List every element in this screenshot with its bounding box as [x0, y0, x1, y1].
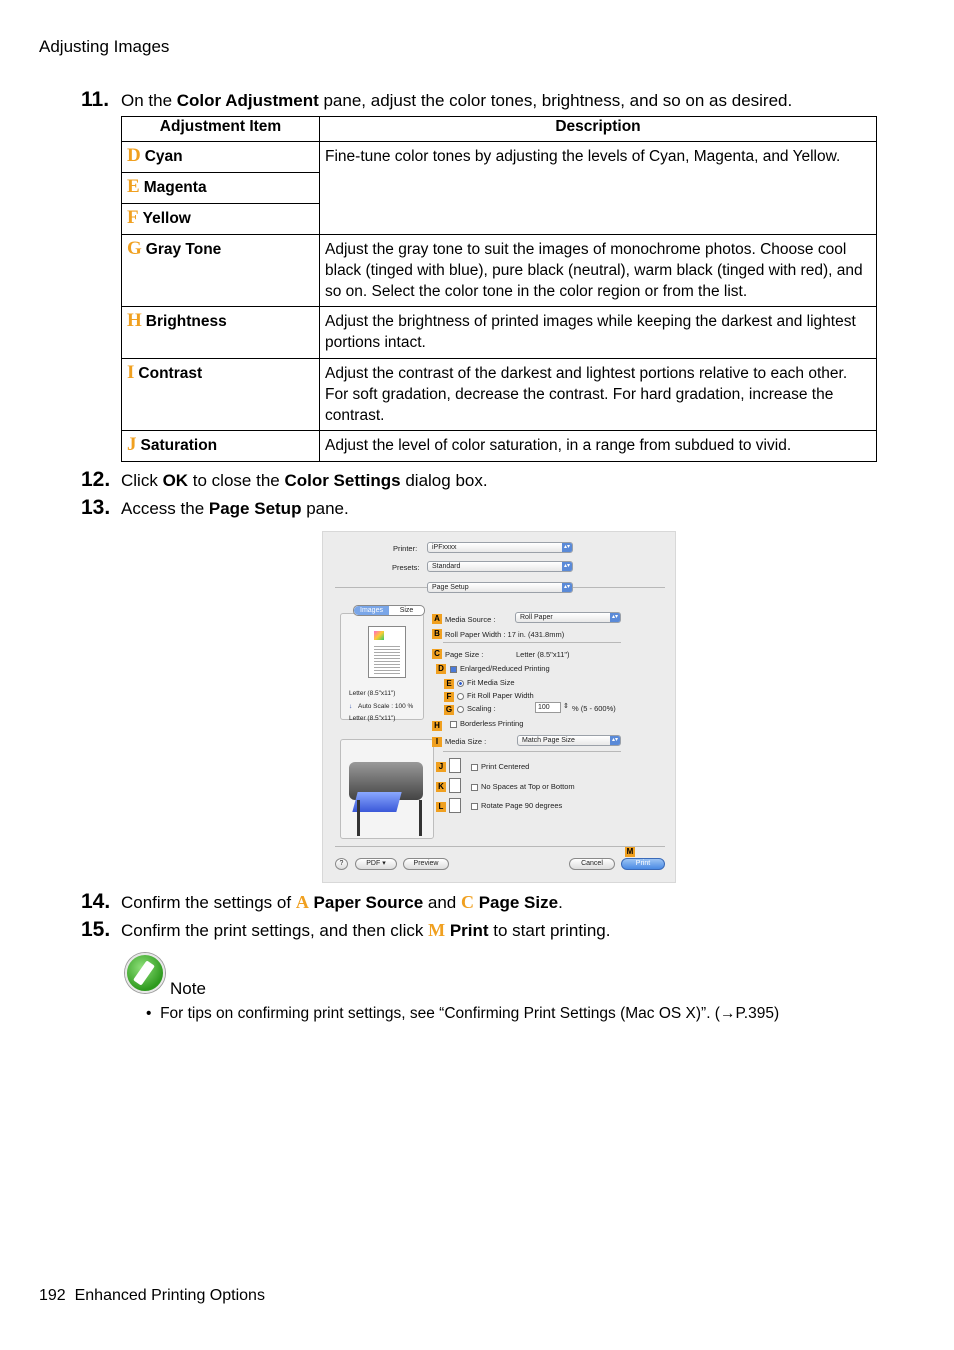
note-label: Note — [170, 979, 206, 998]
divider — [443, 751, 621, 752]
borderless-checkbox[interactable]: Borderless Printing — [450, 719, 523, 728]
popup-arrow-icon: ▴▾ — [611, 614, 619, 620]
pencil-shape — [133, 960, 155, 985]
marker-a: A — [432, 614, 442, 624]
step-14: 14. Confirm the settings of A Paper Source and C Page Size. — [81, 890, 563, 913]
printer-leg — [419, 800, 422, 836]
printer-leg — [357, 800, 360, 836]
marker-l: L — [436, 802, 446, 812]
step-12: 12. Click OK to close the Color Settings dialog box. — [81, 468, 488, 491]
marker-letter: F — [127, 207, 139, 228]
popup-arrow-icon: ▴▾ — [611, 737, 619, 743]
thumbnail-image — [374, 631, 384, 640]
item-description: Adjust the brightness of printed images while keeping the darkest and lightest portions intact. — [320, 307, 877, 359]
enlarged-reduced-checkbox[interactable]: Enlarged/Reduced Printing — [450, 664, 550, 673]
item-name: Contrast — [138, 365, 203, 382]
page-footer — [39, 1287, 265, 1305]
item-name: Cyan — [144, 148, 183, 165]
marker-g: G — [445, 705, 453, 714]
col-header-item: Adjustment Item — [122, 117, 320, 142]
marker-letter: E — [127, 176, 140, 197]
page-thumbnail — [368, 626, 406, 678]
no-spaces-checkbox[interactable]: No Spaces at Top or Bottom — [471, 782, 575, 791]
table-row — [122, 235, 877, 307]
preview-button[interactable]: Preview — [403, 858, 449, 870]
footer-section: Enhanced Printing Options — [74, 1287, 265, 1304]
checkbox-icon — [450, 721, 457, 728]
radio-icon — [457, 706, 464, 713]
table-row — [122, 142, 877, 173]
radio-icon — [457, 693, 464, 700]
preview-line-2: Auto Scale : 100 % — [358, 703, 414, 710]
popup-arrow-icon: ▴▾ — [563, 584, 571, 590]
marker-letter: J — [127, 434, 137, 455]
printer-popup[interactable]: iPFxxxx ▴▾ — [427, 542, 573, 553]
table-row — [122, 431, 877, 462]
checkbox-checked-icon — [450, 666, 457, 673]
print-centered-checkbox[interactable]: Print Centered — [471, 762, 529, 771]
marker-b: B — [432, 629, 442, 639]
preview-line-3: Letter (8.5"x11") — [349, 715, 396, 722]
item-name: Gray Tone — [145, 241, 222, 258]
rotate-page-checkbox[interactable]: Rotate Page 90 degrees — [471, 801, 562, 810]
note-text: For tips on confirming print settings, see “Confirming Print Settings (Mac OS X)”. (→P.395) — [160, 1005, 780, 1022]
marker-letter: H — [127, 310, 142, 331]
media-source-label: Media Source : — [445, 615, 496, 624]
fit-roll-width-radio[interactable]: Fit Roll Paper Width — [457, 691, 534, 700]
rotate-page-icon — [449, 798, 461, 813]
scaling-input[interactable]: 100 — [535, 702, 561, 713]
popup-arrow-icon: ▴▾ — [563, 544, 571, 550]
table-row — [122, 359, 877, 431]
col-header-description: Description — [320, 117, 877, 142]
preview-tabs — [353, 605, 425, 616]
note-bullet-item — [146, 1005, 779, 1023]
item-name: Saturation — [140, 437, 218, 454]
page-size-value: Letter (8.5"x11") — [516, 650, 570, 659]
marker-d: D — [436, 664, 446, 674]
marker-i: I — [432, 737, 442, 747]
bullet-glyph: • — [146, 1005, 152, 1022]
step-11: 11. On the Color Adjustment pane, adjust the color tones, brightness, and so on as desired. — [81, 88, 793, 111]
checkbox-icon — [471, 803, 478, 810]
table-row — [122, 307, 877, 359]
help-button[interactable]: ? — [335, 858, 348, 870]
running-header: Adjusting Images — [39, 37, 170, 56]
marker-letter: D — [127, 145, 141, 166]
print-centered-icon — [449, 758, 461, 773]
scaling-stepper-icon[interactable]: ⇕ — [563, 703, 569, 710]
note-pencil-icon — [125, 953, 165, 993]
tab-size[interactable]: Size — [399, 607, 414, 614]
table-header-row — [122, 117, 877, 142]
step-13: 13. Access the Page Setup pane. — [81, 496, 349, 519]
media-size-label: Media Size : — [445, 737, 487, 746]
marker-h: H — [432, 721, 442, 731]
checkbox-icon — [471, 784, 478, 791]
marker-m: M — [626, 847, 634, 856]
thumbnail-lines — [374, 644, 400, 674]
pdf-button[interactable]: PDF ▾ — [355, 858, 397, 870]
radio-selected-icon — [457, 680, 464, 687]
roll-paper-width: Roll Paper Width : 17 in. (431.8mm) — [445, 630, 565, 639]
cancel-button[interactable]: Cancel — [569, 858, 615, 870]
marker-letter: I — [127, 362, 135, 383]
item-name: Yellow — [142, 210, 191, 227]
presets-popup[interactable]: Standard ▴▾ — [427, 561, 573, 572]
item-name: Magenta — [143, 179, 207, 196]
scaling-range: % (5 - 600%) — [572, 704, 616, 713]
item-description: Adjust the contrast of the darkest and lightest portions relative to each other. For soft gradation, decrease the contrast. For hard gradation, increase the contrast. — [320, 359, 877, 431]
scaling-radio[interactable]: Scaling : — [457, 704, 496, 713]
marker-j: J — [436, 762, 446, 772]
down-arrow-icon: ↓ — [349, 703, 353, 710]
presets-label: Presets: — [392, 563, 420, 572]
divider — [335, 846, 665, 847]
adjustment-table — [121, 116, 877, 462]
page-number: 192 — [39, 1287, 66, 1304]
marker-letter: G — [127, 238, 142, 259]
marker-e: E — [444, 679, 454, 689]
marker-f: F — [444, 692, 454, 702]
preview-line-1: Letter (8.5"x11") — [349, 690, 396, 697]
print-dialog-screenshot — [322, 531, 676, 883]
printer-image-panel — [340, 739, 434, 839]
media-source-popup[interactable]: Roll Paper ▴▾ — [515, 612, 621, 623]
step-15: 15. Confirm the print settings, and then click M Print to start printing. — [81, 918, 611, 941]
media-size-popup[interactable]: Match Page Size ▴▾ — [517, 735, 621, 746]
fit-media-size-radio[interactable]: Fit Media Size — [457, 678, 515, 687]
no-spaces-icon — [449, 778, 461, 793]
item-description: Adjust the level of color saturation, in a range from subdued to vivid. — [320, 431, 877, 462]
print-button[interactable]: Print — [621, 858, 665, 870]
item-description: Adjust the gray tone to suit the images of monochrome photos. Choose cool black (tinged with blue), pure black (neutral), warm black (tinged with red), and so on. Select the color tone in the color region or from the list. — [320, 235, 877, 307]
tab-images[interactable]: Images — [354, 606, 389, 615]
popup-arrow-icon: ▴▾ — [563, 563, 571, 569]
pane-popup[interactable]: Page Setup ▴▾ — [427, 582, 573, 593]
marker-k: K — [436, 782, 446, 792]
divider — [443, 642, 621, 643]
printer-label: Printer: — [393, 544, 418, 553]
item-name: Brightness — [145, 313, 227, 330]
item-description: Fine-tune color tones by adjusting the levels of Cyan, Magenta, and Yellow. — [320, 142, 877, 235]
checkbox-icon — [471, 764, 478, 771]
page-size-label: Page Size : — [445, 650, 484, 659]
marker-c: C — [432, 649, 442, 659]
